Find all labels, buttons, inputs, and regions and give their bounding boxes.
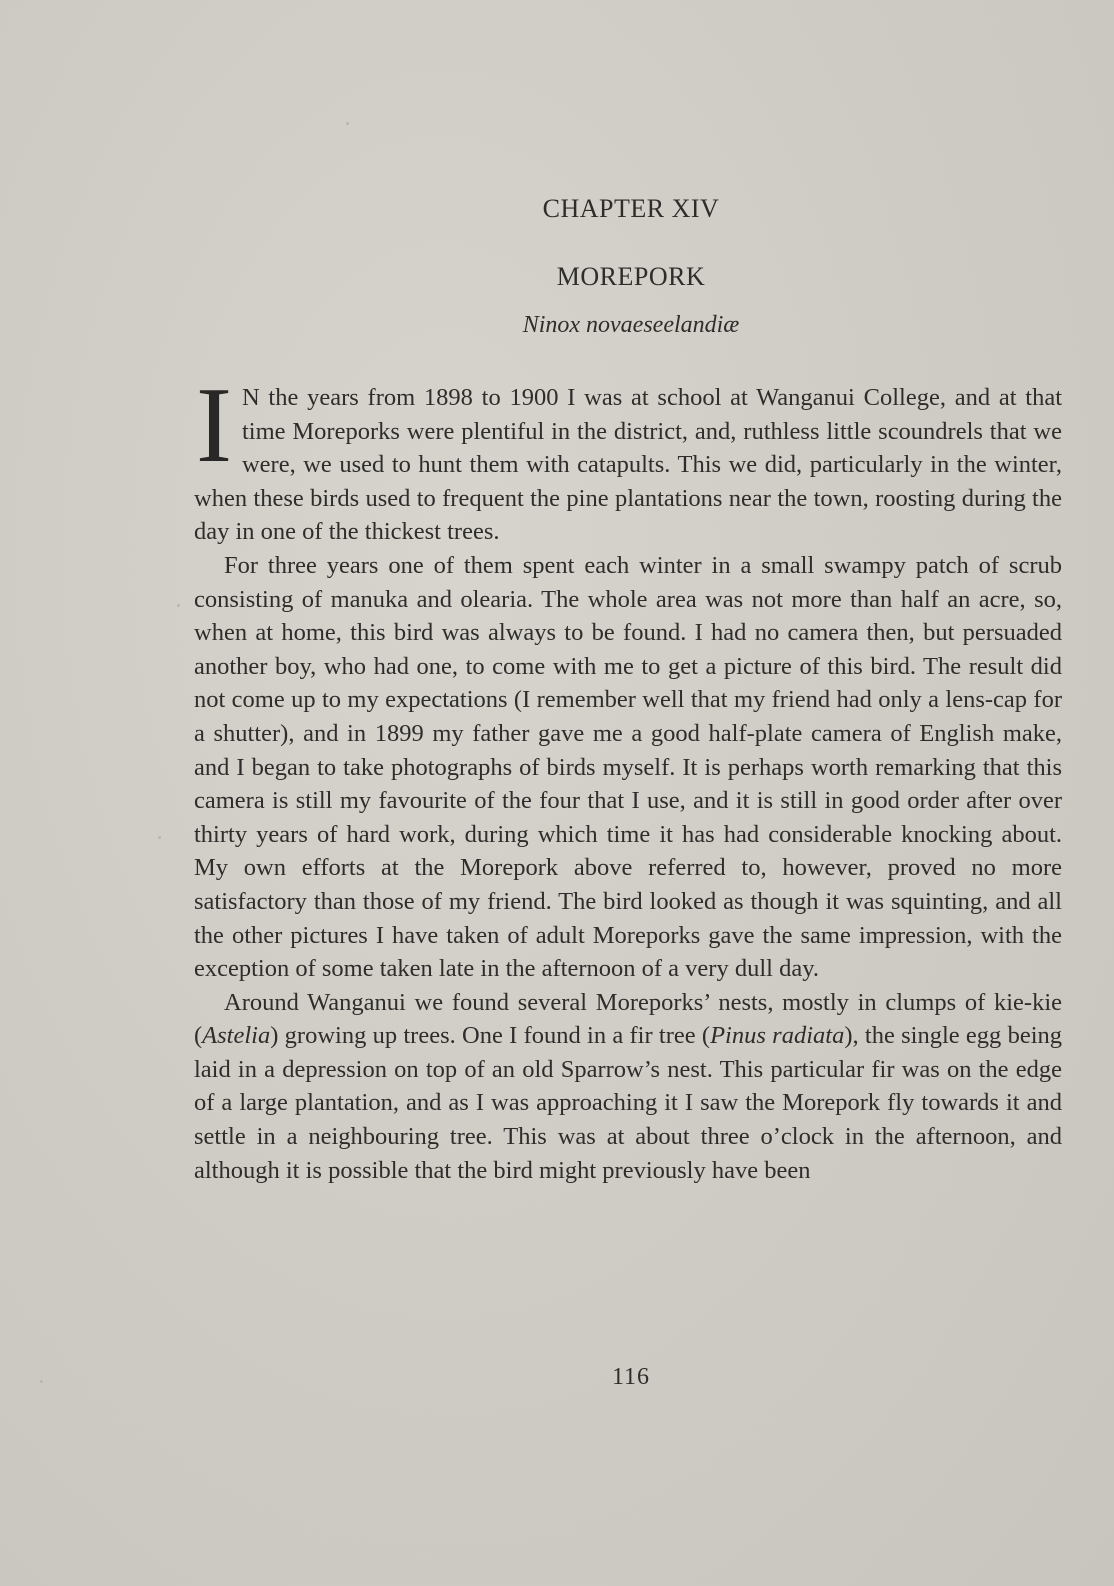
drop-cap: I — [196, 366, 232, 485]
body-text — [194, 366, 1062, 1187]
page-number: 116 — [611, 1364, 651, 1390]
paper-speck — [346, 122, 349, 125]
italic-pinus-radiata: Pinus radiata — [710, 1022, 845, 1050]
paper-speck — [40, 1380, 43, 1383]
paragraph-1-text: N the years from 1898 to 1900 I was at school at Wanganui College, and at that time Moreporks were plentiful in the district, and, ruthless little scoundrels that we were, we used to hunt them with catapults. This we did, particularly in the winter, when these birds used to frequent the pine plantations near the town, roosting during the day in one of the thickest trees. — [194, 384, 1062, 546]
paragraph-3-text-c: ), the single egg being laid in a depression on top of an old Sparrow’s nest. This particular fir was on the edge of a large plantation, and as I was approaching it I saw the Morepork fly towards it and settle in a neighbouring tree. This was at about three o’clock in the afternoon, and although it is possible that the bird might previously have been — [194, 1022, 1062, 1184]
paper-speck — [158, 836, 161, 839]
paper-speck — [177, 604, 180, 607]
chapter-title: MOREPORK — [556, 262, 706, 291]
paragraph-1 — [194, 366, 1062, 549]
paragraph-3-text-b: ) growing up trees. One I found in a fir tree ( — [270, 1022, 711, 1050]
paragraph-2: For three years one of them spent each winter in a small swampy patch of scrub consisting of manuka and olearia. The whole area was not more than half an acre, so, when at home, this bird was always to be found. I had no camera then, but persuaded another boy, who had one, to come with me to get a picture of this bird. The result did not come up to my expectations (I remember well that my friend had only a lens-cap for a shutter), and in 1899 my father gave me a good half-plate camera of English make, and I began to take photographs of birds myself. It is perhaps worth remarking that this camera is still my favourite of the four that I use, and it is still in good order after over thirty years of hard work, during which time it has had considerable knocking about. My own efforts at the Morepork above referred to, however, proved no more satisfactory than those of my friend. The bird looked as though it was squinting, and all the other pictures I have taken of adult Moreporks gave the same impression, with the exception of some taken late in the afternoon of a very dull day. — [194, 551, 1062, 983]
paragraph-3 — [194, 986, 1062, 1188]
chapter-heading: CHAPTER XIV — [542, 194, 720, 223]
paragraph-3-text-a: Around Wanganui we found several Moreporks’ nests, mostly in clumps of kie-kie ( — [194, 988, 1062, 1050]
scientific-name: Ninox novaeseelandiæ — [522, 312, 740, 338]
italic-astelia: Astelia — [202, 1022, 271, 1050]
